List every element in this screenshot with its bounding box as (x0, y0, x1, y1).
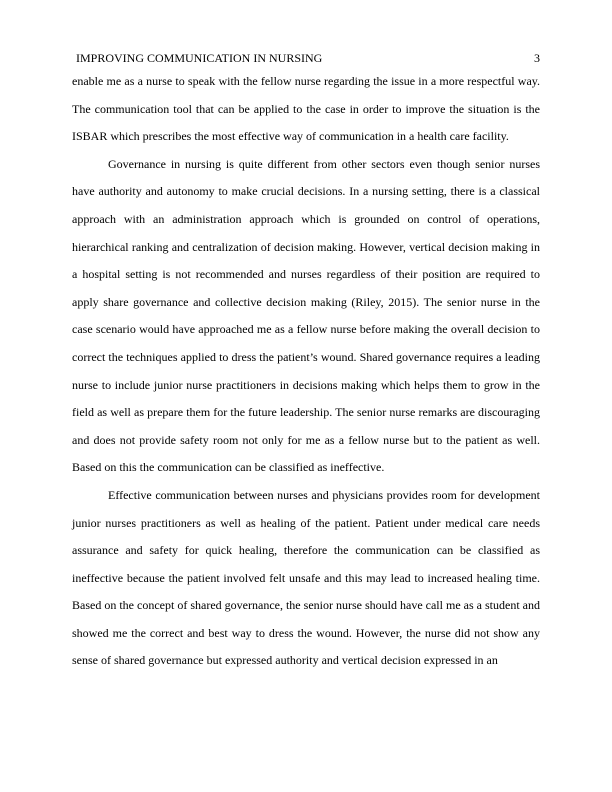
paragraph-continuation: enable me as a nurse to speak with the fellow nurse regarding the issue in a more respectful way. The communication tool that can be applied to the case in order to improve the situation is the ISBAR which prescribes the most effective way of communication in a health care facility. (72, 74, 540, 144)
paragraph-effective-communication: Effective communication between nurses and physicians provides room for development junior nurses practitioners as well as healing of the patient. Patient under medical care needs assurance and safety for quick healing, therefore the communication can be classified as ineffective because the patient involved felt unsafe and this may lead to increased healing time. Based on the concept of shared governance, the senior nurse should have call me as a student and showed me the correct and best way to dress the wound. However, the nurse did not show any sense of shared governance but expressed authority and vertical decision expressed in an (72, 487, 540, 668)
document-body (72, 68, 540, 675)
paragraph-governance: Governance in nursing is quite different from other sectors even though senior nurses have authority and autonomy to make crucial decisions. In a nursing setting, there is a classical approach with an administration approach which is grounded on control of operations, hierarchical ranking and centralization of decision making. However, vertical decision making in a hospital setting is not recommended and nurses regardless of their position are required to apply share governance and collective decision making (Riley, 2015). The senior nurse in the case scenario would have approached me as a fellow nurse before making the overall decision to correct the techniques applied to dress the patient’s wound. Shared governance requires a leading nurse to include junior nurse practitioners in decisions making which helps them to grow in the field as well as prepare them for the future leadership. The senior nurse remarks are discouraging and does not provide safety room not only for me as a fellow nurse but to the patient as well. Based on this the communication can be classified as ineffective. (72, 156, 540, 475)
page-number: 3 (534, 51, 540, 65)
page-header (72, 50, 540, 66)
running-head: IMPROVING COMMUNICATION IN NURSING (76, 51, 323, 65)
